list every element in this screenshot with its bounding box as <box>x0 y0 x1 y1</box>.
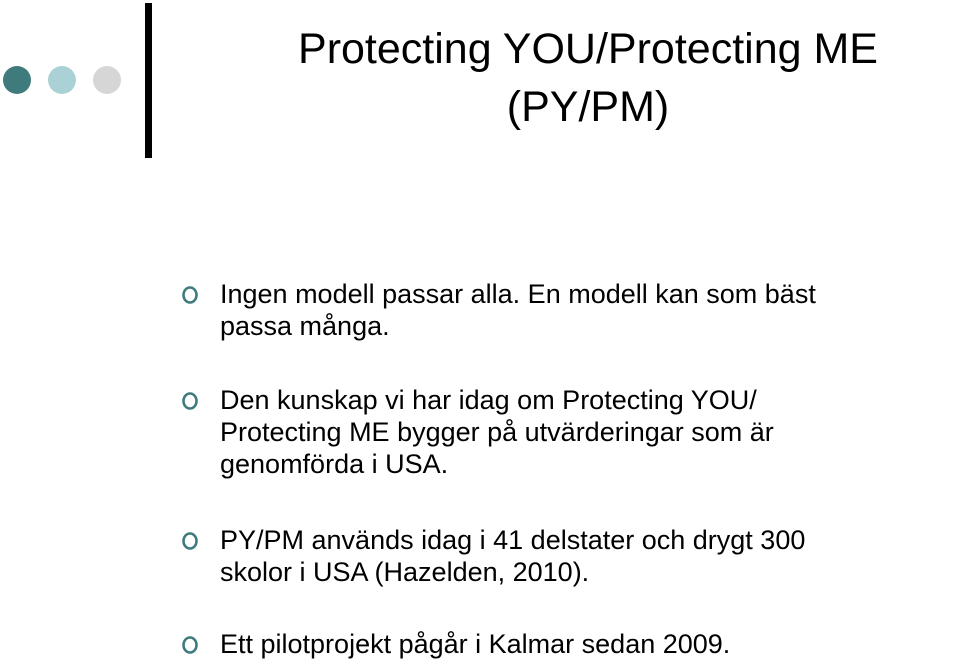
bullet-line: Den kunskap vi har idag om Protecting YOU/ <box>220 385 757 415</box>
bullet-line: genomförda i USA. <box>220 449 449 479</box>
bullet-line: skolor i USA (Hazelden, 2010). <box>220 557 590 587</box>
slide-title-line-1: Protecting YOU/Protecting ME <box>298 25 878 73</box>
bullet-line: Ingen modell passar alla. En modell kan som bäst <box>220 279 816 309</box>
bullet-text <box>220 278 940 342</box>
bullet-line: passa många. <box>220 311 390 341</box>
bullet-ring-icon <box>180 635 200 655</box>
bullet-ring-icon <box>180 391 200 411</box>
bullet-ring-icon <box>180 285 200 305</box>
bullet-text <box>220 384 940 480</box>
slide-title-line-2: (PY/PM) <box>506 83 670 131</box>
bullet-line: Ett pilotprojekt pågår i Kalmar sedan 2009. <box>220 629 731 659</box>
bullet-text <box>220 524 940 588</box>
bullet-line: Protecting ME bygger på utvärderingar som är <box>220 417 774 447</box>
bullet-line: PY/PM används idag i 41 delstater och drygt 300 <box>220 525 806 555</box>
bullet-text <box>220 628 940 660</box>
bullet-ring-icon <box>180 531 200 551</box>
